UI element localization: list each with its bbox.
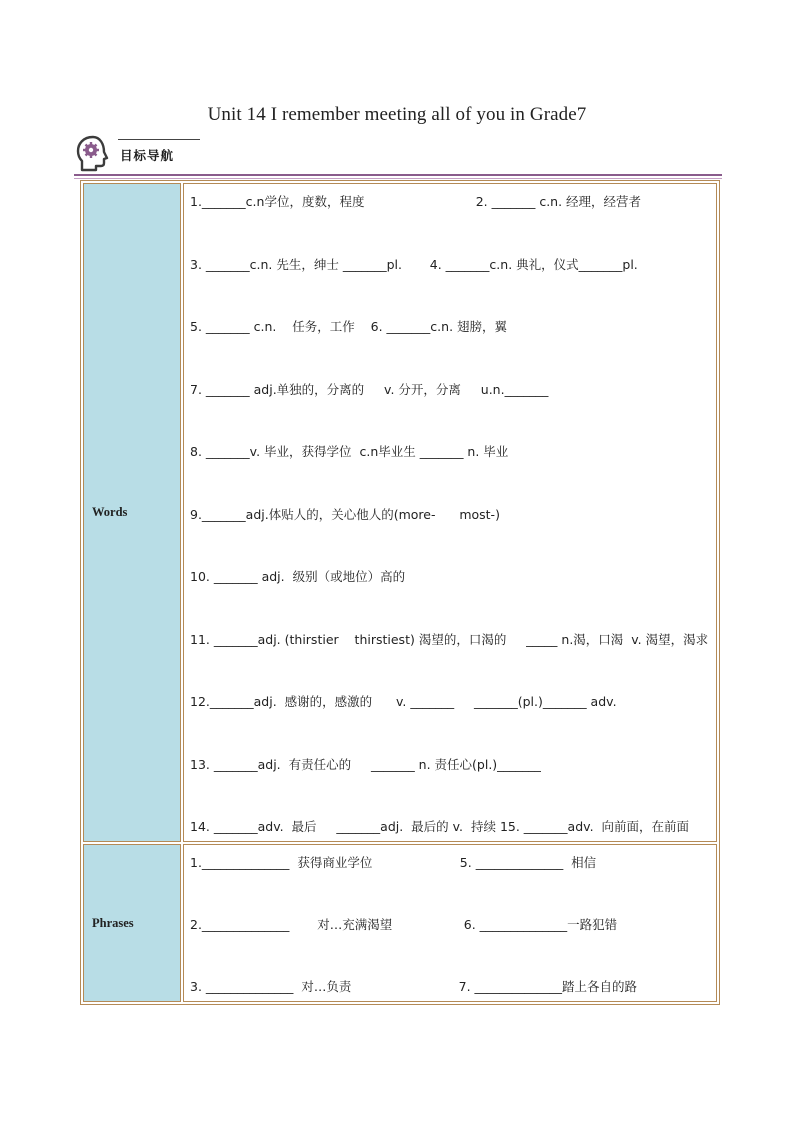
header-rule-thin — [74, 178, 722, 179]
vocab-table — [80, 180, 720, 1005]
words-content — [183, 183, 717, 842]
phrase-item-2: 2.______________ 对…充满渴望 6. ______________一路犯错 — [190, 917, 618, 932]
word-item-8: 11. _______adj. (thirstier thirstiest) 渴望的，口渴的 _____ n.渴，口渴 v. 渴望，渴求 — [190, 631, 709, 647]
phrases-content — [183, 844, 717, 1002]
brain-gear-icon — [74, 134, 112, 174]
word-item-10: 13. _______adj. 有责任心的 _______ n. 责任心(pl.)_______ — [190, 756, 541, 772]
word-item-11: 14. _______adv. 最后 _______adj. 最后的 v. 持续 15. _______adv. 向前面，在前面 — [190, 819, 689, 834]
words-section — [83, 183, 717, 842]
word-item-6: 9._______adj.体贴人的，关心他人的(more- most-) — [190, 506, 500, 522]
word-item-2: 3. _______c.n. 先生，绅士 _______pl. 4. _______c.n. 典礼，仪式_______pl. — [190, 256, 638, 272]
phrases-label: Phrases — [83, 844, 181, 1002]
words-label: Words — [83, 183, 181, 842]
phrases-section — [83, 844, 717, 1002]
word-item-5: 8. _______v. 毕业，获得学位 c.n毕业生 _______ n. 毕业 — [190, 444, 509, 459]
phrase-item-1: 1.______________ 获得商业学位 5. ______________ 相信 — [190, 855, 597, 870]
header-rule — [74, 174, 722, 176]
word-item-7: 10. _______ adj. 级别（或地位）高的 — [190, 569, 406, 584]
phrase-item-3: 3. ______________ 对…负责 7. ______________踏上各自的路 — [190, 979, 638, 994]
section-header — [74, 134, 722, 178]
section-heading: 目标导航 — [120, 148, 175, 163]
header-overline — [118, 139, 200, 140]
page-title: Unit 14 I remember meeting all of you in Grade7 — [207, 104, 587, 125]
word-item-9: 12._______adj. 感谢的，感激的 v. _______ _______(pl.)_______ adv. — [190, 694, 617, 709]
word-item-1: 1._______c.n学位，度数，程度 2. _______ c.n. 经理，经营者 — [190, 194, 642, 209]
word-item-4: 7. _______ adj.单独的，分离的 v. 分开，分离 u.n._______ — [190, 381, 549, 397]
word-item-3: 5. _______ c.n. 任务，工作 6. _______c.n. 翅膀，翼 — [190, 319, 508, 334]
